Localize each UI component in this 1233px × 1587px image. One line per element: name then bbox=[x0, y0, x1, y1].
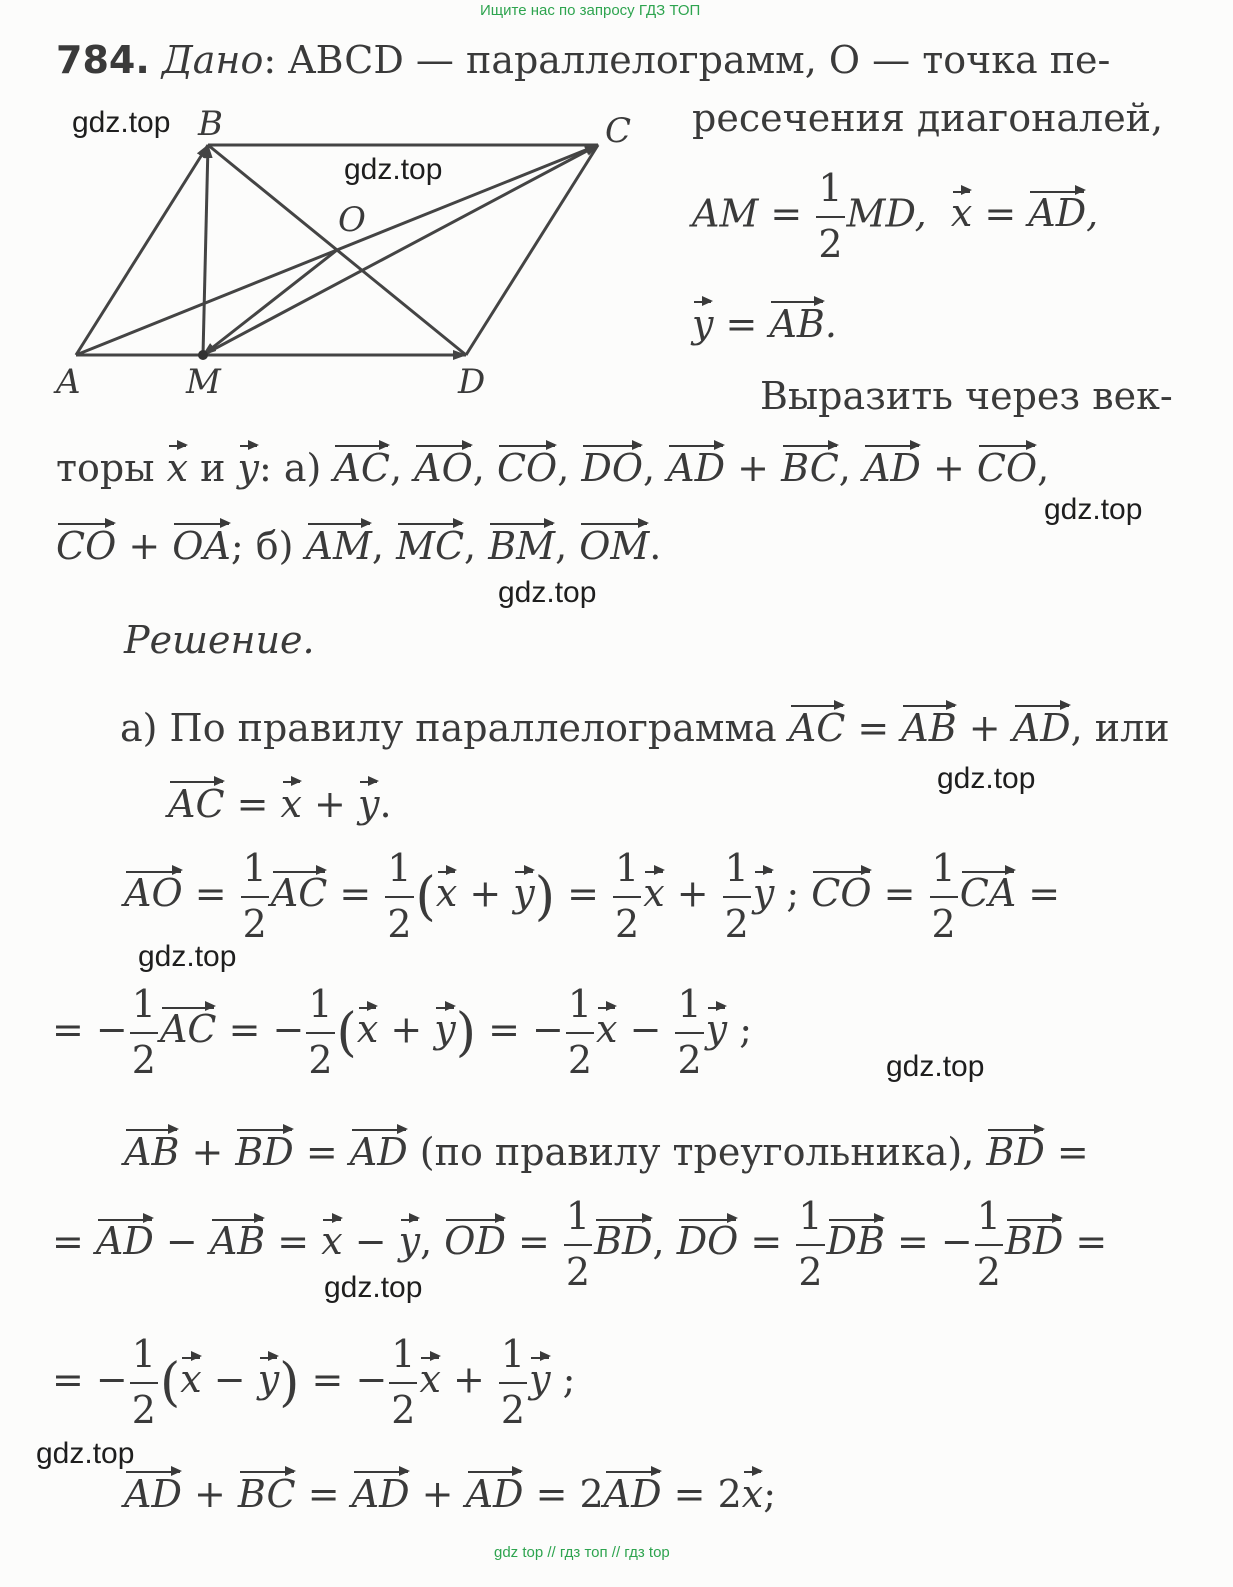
watermark: gdz.top bbox=[937, 762, 1036, 795]
or-word: , или bbox=[1070, 706, 1170, 750]
label-a: A bbox=[56, 362, 81, 402]
label-m: M bbox=[186, 362, 221, 402]
solution-line-co: = − $\frac{1}{2}$ AC = − $\frac{1}{2}$ (x + y) = − $\frac{1}{2}$ x − $\frac{1}{2}$ y ; bbox=[52, 982, 753, 1082]
triangle-rule-text: (по правилу треугольника), bbox=[419, 1130, 975, 1174]
side-cd bbox=[466, 145, 598, 355]
watermark: gdz.top bbox=[344, 153, 443, 186]
vectors-word: торы bbox=[56, 446, 155, 490]
parallelogram-diagram bbox=[40, 95, 680, 405]
label-o: O bbox=[338, 200, 366, 240]
vector-ab bbox=[76, 145, 208, 355]
watermark: gdz.top bbox=[72, 106, 171, 139]
watermark: gdz.top bbox=[886, 1050, 985, 1083]
solution-line-2: AC = x + y. bbox=[168, 782, 392, 826]
task-line-a: торы x и y: а) AC, AO, CO, DO, AD + BC, AD + CO, bbox=[56, 446, 1050, 490]
solution-heading: Решение. bbox=[124, 618, 315, 662]
solution-line-bd: AB + BD = AD (по правилу треугольника), BD = bbox=[124, 1130, 1089, 1174]
given-formula-y: y = AB. bbox=[692, 302, 837, 346]
solution-line-ao: AO = $\frac{1}{2}$ AC = $\frac{1}{2}$ (x + y) = $\frac{1}{2}$ x + $\frac{1}{2}$ y ; CO = $\frac{1}{2}$ CA = bbox=[124, 846, 1061, 946]
top-banner[interactable]: Ищите нас по запросу ГДЗ ТОП bbox=[480, 2, 701, 19]
solution-line-1: а) По правилу параллелограмма AC = AB + AD, или bbox=[120, 706, 1170, 750]
given-label: Дано bbox=[161, 38, 264, 82]
watermark: gdz.top bbox=[36, 1437, 135, 1470]
label-b: B bbox=[198, 104, 223, 144]
parallelogram-rule-text: а) По правилу параллелограмма bbox=[120, 706, 777, 750]
watermark: gdz.top bbox=[1044, 493, 1143, 526]
problem-number: 784. bbox=[56, 38, 150, 82]
bottom-banner[interactable]: gdz top // гдз топ // гдз top bbox=[494, 1544, 670, 1561]
label-d: D bbox=[458, 362, 486, 402]
watermark: gdz.top bbox=[324, 1271, 423, 1304]
find-text: Выразить через век- bbox=[760, 374, 1173, 418]
point-m-dot bbox=[198, 350, 208, 360]
solution-line-od: = AD − AB = x − y, OD = $\frac{1}{2}$ BD, DO = $\frac{1}{2}$ DB = − $\frac{1}{2}$ BD = bbox=[52, 1194, 1108, 1294]
task-line-b: CO + OA; б) AM, MC, BM, OM. bbox=[56, 524, 662, 568]
given-text: ABCD — параллелограмм, O — точка пе- bbox=[288, 38, 1111, 82]
label-c: C bbox=[605, 111, 632, 151]
and-word: и bbox=[200, 446, 226, 490]
vector-mb bbox=[203, 145, 208, 355]
solution-line-do: = − $\frac{1}{2}$ (x − y) = − $\frac{1}{2}$ x + $\frac{1}{2}$ y ; bbox=[52, 1332, 576, 1432]
watermark: gdz.top bbox=[138, 940, 237, 973]
part-b-label: б) bbox=[255, 524, 294, 568]
watermark: gdz.top bbox=[498, 576, 597, 609]
part-a-label: а) bbox=[283, 446, 322, 490]
given-text-line2: ресечения диагоналей, bbox=[692, 96, 1164, 140]
vector-om bbox=[203, 250, 337, 355]
given-formula-am: AM = $\frac{1}{2}$ MD, x = AD, bbox=[692, 166, 1099, 266]
problem-first-line: 784. Дано: ABCD — параллелограмм, O — точка пе- bbox=[56, 38, 1111, 82]
solution-line-sum: AD + BC = AD + AD = 2AD = 2x; bbox=[124, 1472, 777, 1516]
